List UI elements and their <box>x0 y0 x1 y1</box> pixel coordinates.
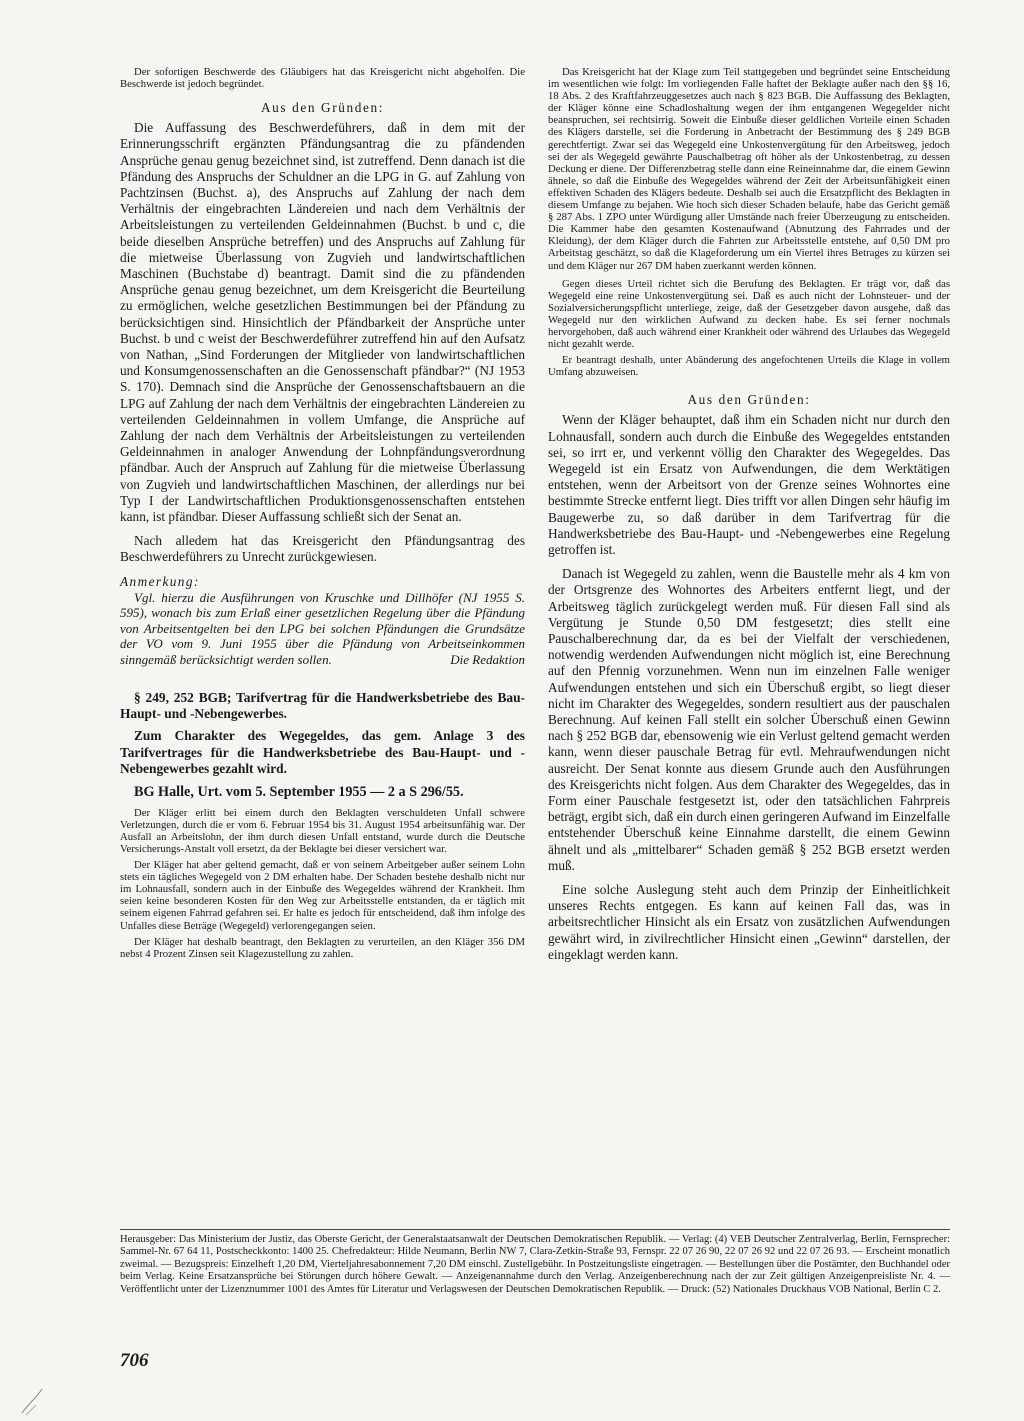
left-section-heading: Aus den Gründen: <box>260 100 385 116</box>
page-number: 706 <box>120 1350 149 1371</box>
facts-paragraph-1: Der Kläger erlitt bei einem durch den Beklagten verschuldeten Unfall schwere Verletzungen, durch die er vom 6. Februar 1954 bis 31. August 1954 arbeitsunfähig war. Der Ausfall an Arbeitslohn, der ihm durch diesen Unfall entstand, wurde durch die Deutsche Versicherungs-Anstalt voll ersetzt, da der Beklagte bei dieser versichert war. <box>120 806 525 855</box>
left-intro-paragraph: Der sofortigen Beschwerde des Gläubigers hat das Kreisgericht nicht abgeholfen. Die Beschwerde ist jedoch begründet. <box>120 66 525 91</box>
left-column <box>120 66 525 960</box>
left-conclusion-paragraph: Nach alledem hat das Kreisgericht den Pfändungsantrag des Beschwerdeführers zu Unrecht zurückgewiesen. <box>120 533 525 565</box>
right-appeal-paragraph: Gegen dieses Urteil richtet sich die Berufung des Beklagten. Er trägt vor, daß das Wegegeld eine reine Unkostenvergütung sei. Daß es auch nicht der Lohnsteuer- und der Sozialversicherungspflicht unterliege, zeige, daß der Gesetzgeber davon ausgehe, daß das Wegegeld nur den wirklichen Aufwand zu decken habe. Es sei ferner nochmals hervorgehoben, daß auch während einer Krankheit oder während des Urlaubes das Wegegeld nicht gezahlt werde. <box>548 277 950 351</box>
right-column <box>548 66 950 963</box>
right-reasoning-paragraph-1: Wenn der Kläger behauptet, daß ihm ein Schaden nicht nur durch den Lohnausfall, sondern auch durch die Einbuße des Wegegeldes entstanden sei, so irrt er, und verkennt völlig den Charakter des Wegegeldes. Das Wegegeld ist ein Ersatz von Aufwendungen, die dem Werktätigen entstehen, wenn der Arbeitsort von der Grenze seines Wohnortes eine bestimmte Strecke entfernt liegt. Dies trifft vor allen Dingen sehr häufig im Baugewerbe zu, so daß darüber in dem Tarifvertrag für die Handwerksbetriebe des Bau-Haupt- und -Nebengewerbes eine Regelung getroffen ist. <box>548 412 950 557</box>
left-reasoning-paragraph: Die Auffassung des Beschwerdeführers, daß in dem mit der Erinnerungsschrift ergänzten Pfändungsantrag die zu pfändenden Ansprüche genau genug bezeichnet sind, ist zutreffend. Denn danach ist die Pfändung des Anspruchs der Schuldner an die LPG in G. auf Zahlung von Pachtzinsen (Buchst. a), des Anspruchs auf Zahlung der nach dem Verhältnis der eingebrachten Ländereien und nach dem Verhältnis der Arbeitsleistungen zu verteilenden Geldeinnahmen (Buchst. b und c, die beide dieselben Ansprüche betreffen) und des Anspruchs auf Zahlung für die mietweise Überlassung von Zugvieh und landwirtschaftlichen Maschinen (Buchstabe d) beantragt. Damit sind die zu pfändenden Ansprüche genau genug bezeichnet, um dem Kreisgericht die Beurteilung zu ermöglichen, welche gesetzlichen Bestimmungen bei der Pfändung zu berücksichtigen sind. Hinsichtlich der Pfändbarkeit der Ansprüche unter Buchst. b und c weist der Beschwerdeführer zutreffend hin auf den Aufsatz von Nathan, „Sind Forderungen der Mitglieder von landwirtschaftlichen und Konsumgenossenschaften an die Genossenschaft pfändbar?“ (NJ 1953 S. 170). Demnach sind die Ansprüche der Genossenschaftsbauern an die LPG auf Zahlung der nach dem Verhältnis der eingebrachten Ländereien zu verteilenden Geldeinnahmen in vollem Umfange, die Ansprüche auf Zahlung der nach dem Verhältnis der Arbeitsleistungen zu verteilenden Geldeinnahmen in analoger Anwendung der Lohnpfändungsverordnung pfändbar. Auch der Anspruch auf Zahlung für die mietweise Überlassung von Zugvieh und landwirtschaftlichen Maschinen, der allerdings nur bei Typ I der Landwirtschaftlichen Produktionsgenossenschaften entstehen kann, ist pfändbar. Dieser Auffassung schließt sich der Senat an. <box>120 120 525 525</box>
right-reasoning-paragraph-2: Danach ist Wegegeld zu zahlen, wenn die Baustelle mehr als 4 km von der Ortsgrenze des Wohnortes des Arbeiters entfernt liegt, und der Arbeitsweg täglich zurückgelegt werden muß. Für diesen Fall sind als Vergütung je Stunde 0,50 DM festgesetzt; dies stellt eine Pauschalberechnung dar, da es bei der Vielfalt der verschiedenen, notwendig werdenden Aufwendungen nicht möglich ist, eine Berechnung auf den Pfennig vorzunehmen. Wenn nun im einzelnen Falle weniger Aufwendungen entstehen und sich ein Überschuß ergibt, so liegt dieser nicht im Charakter des Wegegeldes, sondern resultiert aus der pauschalen Berechnung. Auf keinen Fall stellt ein solcher Überschuß einen Gewinn nach § 252 BGB dar, ebensowenig wie ein Verlust geltend gemacht werden kann, wenn dieser pauschale Betrag für evtl. Mehraufwendungen nicht ausreicht. Der Senat konnte aus diesem Grunde auch den Ausführungen des Kreisgerichts nicht folgen. Aus dem Charakter des Wegegeldes, das in Form einer Pauschale festgesetzt ist, oder den tatsächlichen Fahrpreis beträgt, ergibt sich, daß ein durch einen geringeren Aufwand im Einzelfalle entstehender Überschuß keine Einnahme darstellt, die einem Gewinn ähnelt und als „mittelbarer“ Schaden gemäß § 252 BGB ersetzt werden muß. <box>548 566 950 873</box>
annotation-text: Vgl. hierzu die Ausführungen von Kruschke und Dillhöfer (NJ 1955 S. 595), wonach bis zum Erlaß einer gesetzlichen Regelung über die Pfändung von Arbeitsentgelten bei den LPG bei solchen Pfändungen die Grundsätze der VO vom 9. Juni 1955 über die Pfändung von Arbeitseinkommen sinngemäß berücksichtigt werden sollen. <box>120 589 525 668</box>
court-citation: BG Halle, Urt. vom 5. September 1955 — 2 a S 296/55. <box>134 783 464 800</box>
facts-paragraph-2: Der Kläger hat aber geltend gemacht, daß er von seinem Arbeitgeber außer seinem Lohn stets ein tägliches Wegegeld von 2 DM erhalten habe. Der Schaden bestehe deshalb nicht nur im Lohnausfall, sondern auch in der Einbuße des Wegegeldes während der Krankheit. Ihm seien keine besonderen Kosten für den Weg zur Arbeitsstelle entstanden, da er täglich mit seinem eigenen Fahrrad gefahren sei. Er halte es jedoch für entscheidend, daß ihm infolge des Unfalles diese Beträge (Wegegeld) verlorengegangen seien. <box>120 859 525 932</box>
pencil-mark-icon <box>18 1385 58 1417</box>
right-lower-court-paragraph: Das Kreisgericht hat der Klage zum Teil stattgegeben und begründet seine Entscheidung im wesentlichen wie folgt: Im vorliegenden Falle haftet der Beklagte außer nach den §§ 16, 18 Abs. 2 des Kraftfahrzeuggesetzes auch nach § 823 BGB. Die Auffassung des Beklagten, der Kläger könne eine Schadloshaltung wegen der ihm entgangenen Wegegelder nicht beanspruchen, sei rechtsirrig. Soweit die Einbuße dieser geldlichen Vorteile einen Schaden des Klägers darstelle, sei die Forderung in Anbetracht der Bestimmung des § 249 BGB gerechtfertigt. Zwar sei das Wegegeld eine Unkostenvergütung für den Arbeitsweg, jedoch sei der als Wegegeld gewährte Pauschalbetrag oft höher als der Unkostenbetrag, zu dessen Deckung er diene. Der Differenzbetrag stelle dann eine Reineinnahme dar, die einem Gewinn ähnele, so daß die Einbuße des Wegegeldes während der Zeit der Arbeitsunfähigkeit einen effektiven Schaden des Klägers bedeute. Deshalb sei auch die Ersatzpflicht des Beklagten in diesem Umfange zu bejahen. Wie hoch sich dieser Schaden belaufe, habe das Gericht gemäß § 287 Abs. 1 ZPO unter Würdigung aller Umstände nach freier Überzeugung zu entscheiden. Die Kammer habe den gesamten Kostenaufwand (Abnutzung des Fahrrades und der Kleidung), der dem Kläger durch die Fahrten zur Arbeitsstelle entstehe, auf 0,50 DM pro Arbeitstag geschätzt, so daß die Klageforderung um ein Viertel ihres Betrages zu kürzen sei und dem Kläger nur 267 DM haben zuerkannt werden können. <box>548 66 950 272</box>
imprint-block: Herausgeber: Das Ministerium der Justiz, das Oberste Gericht, der Generalstaatsanwalt der Deutschen Demokratischen Republik. — Verlag: (4) VEB Deutscher Zentralverlag, Berlin, Fernsprecher: Sammel-Nr. 67 64 11, Postscheckkonto: 1400 25. Chefredakteur: Hilde Neumann, Berlin NW 7, Clara-Zetkin-Straße 93, Fernspr. 22 07 26 90, 22 07 26 92 und 22 07 26 93. — Erscheint monatlich zweimal. — Bezugspreis: Einzelheft 1,20 DM, Vierteljahresabonnement 7,20 DM einschl. Zustellgebühr. In Postzeitungsliste eingetragen. — Bestellungen über die Postämter, den Buchhandel oder beim Verlag. Keine Ersatzansprüche bei Störungen durch höhere Gewalt. — Anzeigenannahme durch den Verlag. Anzeigenberechnung nach der zur Zeit gültigen Anzeigenpreisliste Nr. 4. — Veröffentlicht unter der Lizenznummer 1001 des Amtes für Literatur und Verlagswesen der Deutschen Demokratischen Republik. — Druck: (52) Nationales Druckhaus VOB National, Berlin C 2. <box>120 1234 950 1295</box>
facts-paragraph-3: Der Kläger hat deshalb beantragt, den Beklagten zu verurteilen, an den Kläger 356 DM nebst 4 Prozent Zinsen seit Klagezustellung zu zahlen. <box>120 935 525 960</box>
case-summary-heading: Zum Charakter des Wegegeldes, das gem. Anlage 3 des Tarifvertrages für die Handwerksbetriebe des Bau-Haupt- und -Nebengewerbes gezahlt wird. <box>120 728 525 777</box>
right-motion-paragraph: Er beantragt deshalb, unter Abänderung des angefochtenen Urteils die Klage in vollem Umfang abzuweisen. <box>548 354 950 379</box>
annotation-signature: Die Redaktion <box>450 652 525 668</box>
right-reasoning-paragraph-3: Eine solche Auslegung steht auch dem Prinzip der Einheitlichkeit unseres Rechts entgegen. Es kann auf keinen Fall das, was in arbeitsrechtlicher Hinsicht als ein Ersatz von zusätzlichen Aufwendungen gewährt wird, in zivilrechtlicher Hinsicht einen „Gewinn“ darstellen, der eingeklagt werden kann. <box>548 882 950 962</box>
annotation-heading: Anmerkung: <box>120 573 200 589</box>
right-section-heading: Aus den Gründen: <box>687 392 811 408</box>
footer-divider <box>120 1229 950 1230</box>
statute-heading: § 249, 252 BGB; Tarifvertrag für die Handwerksbetriebe des Bau-Haupt- und -Nebengewerbes. <box>120 689 525 722</box>
